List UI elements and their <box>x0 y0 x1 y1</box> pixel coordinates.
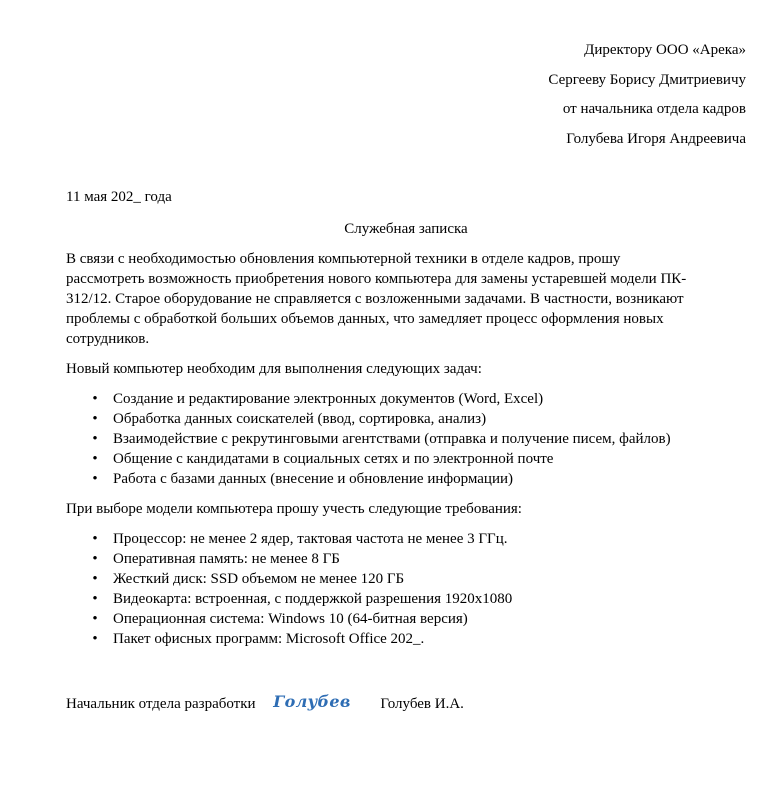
signer-role: Начальник отдела разработки <box>66 696 256 712</box>
list-item-text: Оперативная память: не менее 8 ГБ <box>113 551 340 567</box>
paragraph-line: проблемы с обработкой больших объемов данных, что замедляет процесс оформления новых <box>66 311 664 327</box>
bullet-icon: • <box>92 451 98 467</box>
bullet-icon: • <box>92 471 98 487</box>
addressee-line-2: Сергееву Борису Дмитриевичу <box>548 71 746 88</box>
list-item-text: Операционная система: Windows 10 (64-битная версия) <box>113 611 468 627</box>
signer-name: Голубев И.А. <box>380 696 464 712</box>
list-item-text: Процессор: не менее 2 ядер, тактовая частота не менее 3 ГГц. <box>113 531 508 547</box>
list-item <box>66 609 746 629</box>
bullet-icon: • <box>92 611 98 627</box>
list-item-text: Жесткий диск: SSD объемом не менее 120 ГБ <box>113 571 405 587</box>
list-item <box>66 409 746 429</box>
bullet-icon: • <box>92 631 98 647</box>
bullet-icon: • <box>92 551 98 567</box>
requirements-intro: При выборе модели компьютера прошу учесть следующие требования: <box>66 501 522 517</box>
list-item-text: Взаимодействие с рекрутинговыми агентствами (отправка и получение писем, файлов) <box>113 431 671 447</box>
paragraph-line: сотрудников. <box>66 331 150 347</box>
tasks-intro: Новый компьютер необходим для выполнения следующих задач: <box>66 361 482 377</box>
memo-body <box>66 249 746 659</box>
signature-row <box>66 690 464 716</box>
bullet-icon: • <box>92 531 98 547</box>
addressee-line-4: Голубева Игоря Андреевича <box>566 130 746 147</box>
intro-paragraph <box>66 249 746 349</box>
list-item-text: Общение с кандидатами в социальных сетях и по электронной почте <box>113 451 554 467</box>
bullet-icon: • <box>92 411 98 427</box>
list-item-text: Обработка данных соискателей (ввод, сортировка, анализ) <box>113 411 487 427</box>
bullet-icon: • <box>92 571 98 587</box>
list-item <box>66 569 746 589</box>
list-item <box>66 429 746 449</box>
memo-title: Служебная записка <box>344 221 468 237</box>
bullet-icon: • <box>92 431 98 447</box>
addressee-line-3: от начальника отдела кадров <box>562 101 746 117</box>
list-item <box>66 469 746 489</box>
list-item-text: Работа с базами данных (внесение и обновление информации) <box>113 471 513 487</box>
list-item <box>66 549 746 569</box>
bullet-icon: • <box>92 391 98 407</box>
tasks-list <box>66 389 746 489</box>
list-item <box>66 389 746 409</box>
addressee-line-1: Директору ООО «Арека» <box>584 42 746 58</box>
bullet-icon: • <box>92 591 98 607</box>
list-item <box>66 529 746 549</box>
paragraph-line: В связи с необходимостью обновления компьютерной техники в отделе кадров, прошу <box>66 251 621 267</box>
list-item <box>66 589 746 609</box>
memo-date: 11 мая 202_ года <box>66 189 172 205</box>
list-item-text: Пакет офисных программ: Microsoft Office 202_. <box>113 631 425 647</box>
paragraph-line: рассмотреть возможность приобретения нового компьютера для замены устаревшей модели ПК- <box>66 271 687 287</box>
list-item <box>66 629 746 649</box>
list-item-text: Видеокарта: встроенная, с поддержкой разрешения 1920x1080 <box>113 591 513 607</box>
requirements-list <box>66 529 746 649</box>
addressee-block <box>326 36 746 154</box>
handwritten-signature: Голубев <box>273 692 351 711</box>
list-item <box>66 449 746 469</box>
paragraph-line: 312/12. Старое оборудование не справляется с возложенными задачами. В частности, возникают <box>66 291 684 307</box>
list-item-text: Создание и редактирование электронных документов (Word, Excel) <box>113 391 544 407</box>
